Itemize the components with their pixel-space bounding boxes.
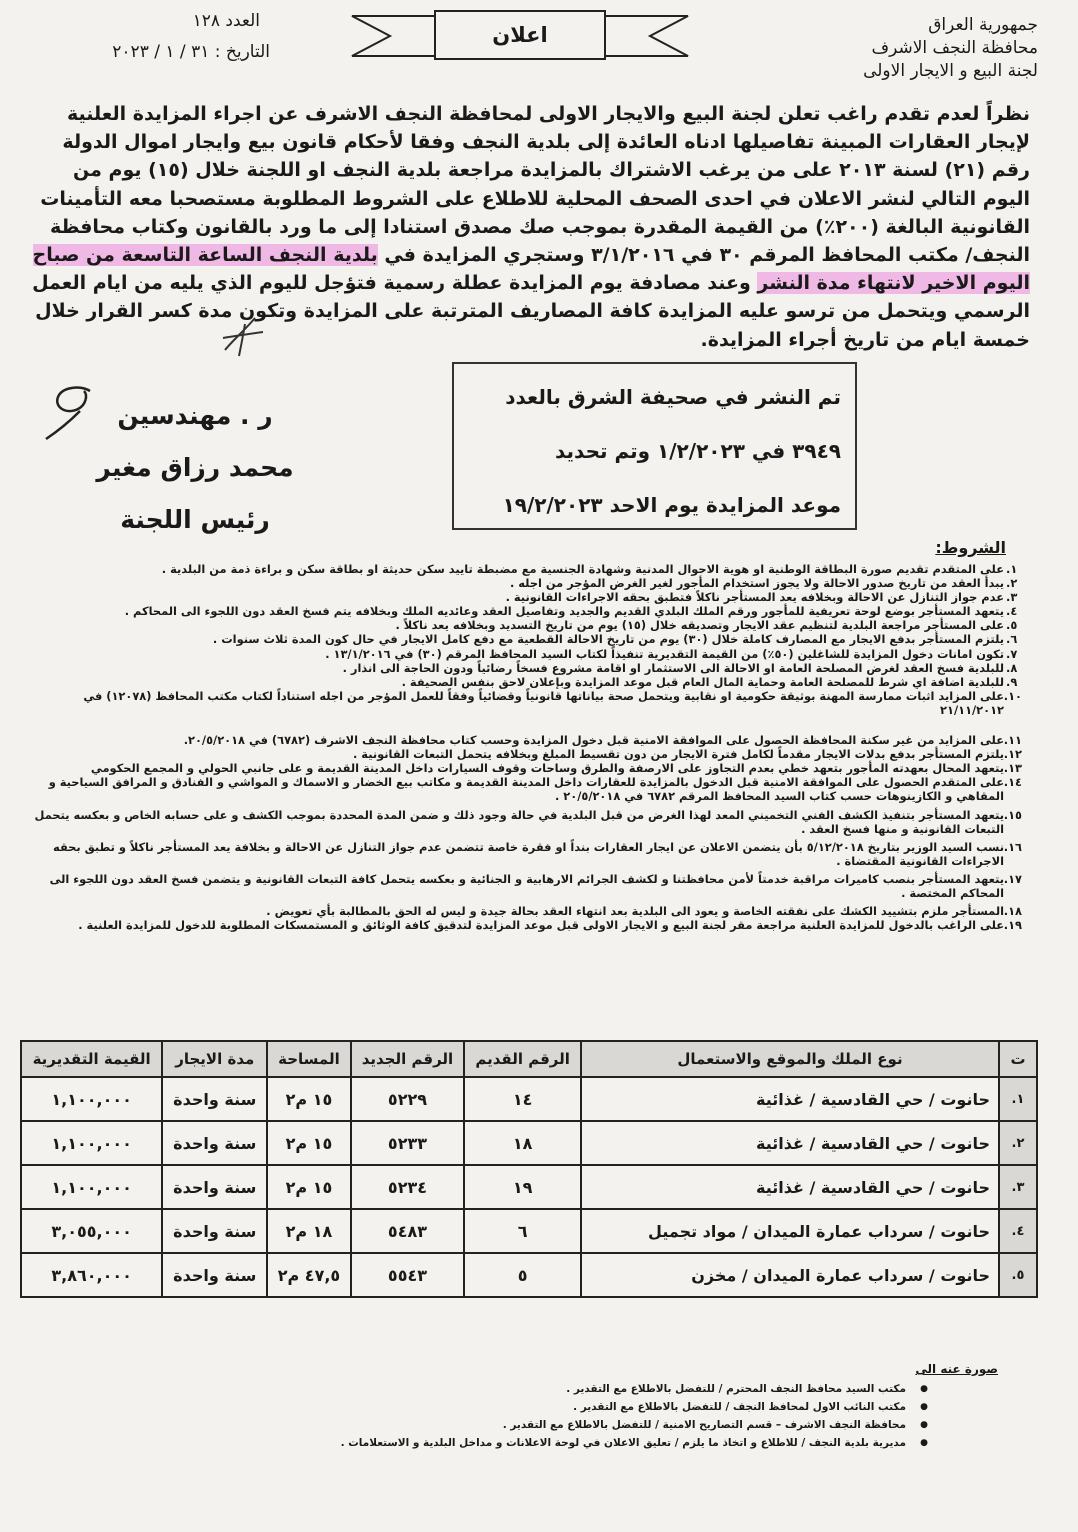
publication-notice-box: [452, 362, 857, 530]
banner-title: اعلان: [434, 10, 606, 60]
col-header-estimated-value: القيمة التقديرية: [21, 1041, 162, 1077]
issuer-block: [778, 14, 1038, 83]
condition-item: ٢. يبدأ العقد من تاريخ صدور الاحالة ولا يجوز استخدام المأجور لغير الغرض المؤجر من اجله .: [509, 576, 1018, 591]
col-header-old-number: الرقم القديم: [464, 1041, 581, 1077]
conditions-list: [30, 562, 1022, 932]
body-text-start: نظراً لعدم تقدم راغب تعلن لجنة البيع والايجار الاولى لمحافظة النجف الاشرف عن اجراء المزايدة العلنية لإيجار العقارات المبينة تفاصيلها ادناه العائدة إلى بلدية النجف وفقا لأحكام قانون بيع وايجار اموال الدولة رقم (٢١) لسنة ٢٠١٣ على من يرغب الاشتراك بالمزايدة مراجعة بلدية النجف او اللجنة خلال (١٥) يوم من اليوم التالي لنشر الاعلان في احدى الصحف المحلية للاطلاع على الشروط المطلوبة مستصحبا معه التأمينات القانونية البالغة (٢٠٠٪) من القيمة المقدرة بموجب صك مصدق استنادا إلى ما ورد بالقانون وكتاب محافظة النجف/ مكتب المحافظ المرقم ٣٠ في ٣/١/٢٠١٦ وستجري المزايدة في: [40, 103, 1030, 267]
table-row: ١. حانوت / حي القادسية / غذائية ١٤ ٥٢٢٩ ١٥ م٢ سنة واحدة ١,١٠٠,٠٠٠: [21, 1077, 1037, 1121]
condition-item: ٥. على المستأجر مراجعة البلدية لتنظيم عقد الايجار وتصديقه خلال (١٥) يوم من تاريخ التسديد وبخلافه يعد ناكلاً .: [395, 618, 1018, 633]
condition-item: ١٨. المستأجر ملزم بتشييد الكشك على نفقته الخاصة و يعود الى البلدية بعد انتهاء العقد بحالة جيدة و ليس له الحق بالمطالبة بأي تعويض .: [266, 904, 1022, 919]
conditions-heading: الشروط:: [935, 538, 1006, 557]
condition-item: ١٦. نسب السيد الوزير بتاريخ ٥/١٢/٢٠١٨ بأن يتضمن الاعلان عن ايجار العقارات بنداً او فقرة خاصة تتضمن عدم جواز التنازل عن الاحالة و بخلافة يعد المستأجر ناكلاً و تطبق بحقه الاجراءات القانونية المقتضاة .: [53, 839, 1022, 868]
cc-item: ● مكتب السيد محافظ النجف المحترم / للتفضل بالاطلاع مع التقدير .: [168, 1380, 928, 1398]
signatory-title: ر . مهندسين: [117, 401, 273, 430]
issuer-committee: لجنة البيع و الايجار الاولى: [863, 61, 1038, 81]
cc-item: ● مديرية بلدية النجف / للاطلاع و اتخاذ ما يلزم / تعليق الاعلان في لوحة الاعلانات و مداخل البلدية و الاستعلامات .: [168, 1434, 928, 1452]
highlighted-text: بلدية النجف الساعة التاسعة من صباح اليوم الاخير لانتهاء مدة النشر: [32, 244, 1030, 295]
condition-item: ١٠. على المزايد اثبات ممارسة المهنة بوثيقة حكومية او نقابية ويتحمل صحة بياناتها قانونياً وقضائياً وفقاً للعمل المؤجر من اجله استناداً لكتاب مكتب المحافظ (١٢٠٧٨) في ٢١/١١/٢٠١٢: [83, 688, 1022, 717]
condition-item: ١٩. على الراغب بالدخول للمزايدة العلنية مراجعة مقر لجنة البيع و الايجار الاولى قبل موعد المزايدة لتدقيق كافة الوثائق و المستمسكات المطلوبة للدخول للمزايدة العلنية .: [78, 918, 1022, 933]
condition-item: ١٥. يتعهد المستأجر بتنفيذ الكشف الفني التخميني المعد لهذا الغرض من قبل البلدية في حالة وجود ذلك و ضمن المدة المحددة بموجب الكشف و على حسابه الخاص و بعكسه يتحمل التبعات القانونية و منها فسخ العقد .: [34, 807, 1022, 836]
table-header-row: [21, 1041, 1037, 1077]
condition-item: ١١. على المزايد من غير سكنة المحافظة الحصول على الموافقة الامنية قبل دخول المزايدة وحسب كتاب محافظة النجف الاشرف (٦٧٨٢) في ٢٠/٥/٢٠١٨.: [183, 733, 1022, 748]
issuer-country: جمهورية العراق: [928, 15, 1038, 35]
table-row: ٥. حانوت / سرداب عمارة الميدان / مخزن ٥ ٥٥٤٣ ٤٧,٥ م٢ سنة واحدة ٣,٨٦٠,٠٠٠: [21, 1253, 1037, 1297]
condition-item: ١٧. يتعهد المستأجر بنصب كاميرات مراقبة خدمتاً لأمن محافظتنا و لكشف الجرائم الارهابية و الجنائية و بعكسه يتحمل كافة التبعات القانونية و يتضمن فسخ العقد دون اللجوء الى المحاكم المختصة .: [49, 871, 1022, 900]
condition-item: ١٣. يتعهد المحال بعهدته المأجور بتعهد خطي بعدم التجاوز على الارصفة والطرق وساحات وقوف السيارات داخل المدينة القديمة و على جانبي الحولي و المجمع الحكومي: [90, 761, 1022, 776]
signature-block: [80, 390, 310, 546]
cc-item: ● مكتب النائب الاول لمحافظ النجف / للتفضل بالاطلاع مع التقدير .: [168, 1398, 928, 1416]
cc-heading: صورة عنه الى: [915, 1362, 998, 1376]
table-row: ٢. حانوت / حي القادسية / غذائية ١٨ ٥٢٣٣ ١٥ م٢ سنة واحدة ١,١٠٠,٠٠٠: [21, 1121, 1037, 1165]
announcement-body: [30, 100, 1030, 354]
table-row: ٣. حانوت / حي القادسية / غذائية ١٩ ٥٢٣٤ ١٥ م٢ سنة واحدة ١,١٠٠,٠٠٠: [21, 1165, 1037, 1209]
condition-item: ٩. للبلدية اضافة اي شرط للمصلحة العامة وحماية المال العام قبل موعد المزايدة وبإعلان لاحق بنفس الصحيفة .: [401, 674, 1018, 689]
condition-item: ٤. يتعهد المستأجر بوضع لوحة تعريفية للمأجور ورقم الملك البلدي القديم والجديد وتفاصيل العقد وعائديه الملك وبخلافه يتم فسخ العقد دون اللجوء الى المحاكم .: [124, 604, 1018, 619]
body-text-end: وعند مصادفة يوم المزايدة عطلة رسمية فتؤجل لليوم الذي يليه من ايام العمل الرسمي ويتحمل من ترسو عليه المزايدة كافة المصاريف المترتبة على المزايدة وتكون مدة كسر القرار خلال خمسة ايام من تاريخ أجراء المزايدة.: [32, 272, 1030, 351]
publication-line-2: ٣٩٤٩ في ١/٢/٢٠٢٣ وتم تحديد: [554, 439, 841, 463]
cc-list: [168, 1380, 928, 1452]
initials-scribble: [215, 310, 275, 360]
col-header-new-number: الرقم الجديد: [351, 1041, 465, 1077]
col-header-lease-duration: مدة الايجار: [162, 1041, 267, 1077]
signatory-name: محمد رزاق مغير: [96, 453, 294, 482]
col-header-area: المساحة: [267, 1041, 350, 1077]
condition-item: ١٤. على المتقدم الحصول على الموافقة الامنية قبل الدخول بالمزايدة للعقارات داخل المدينة القديمة و مكاتب بيع الخضار و الاسماك و المواشي و الفنادق و المرافق السياحية و المقاهي و الكازينوهات حسب كتاب السيد المحافظ المرقم ٦٧٨٢ في ٢٠/٥/٢٠١٨ .: [48, 775, 1022, 804]
issue-number: العدد ١٢٨: [192, 11, 260, 31]
publication-line-1: تم النشر في صحيفة الشرق بالعدد: [505, 385, 841, 409]
condition-item: ٨. للبلدية فسخ العقد لغرض المصلحة العامة او الاحالة الى الاستثمار او اقامة مشروع فسخاً رضائياً ودون الحاجة الى انذار .: [342, 660, 1018, 675]
condition-item: ١. على المتقدم تقديم صورة البطاقة الوطنية او هوية الاحوال المدنية وشهادة الجنسية مع مضبطة تاييد سكن حديثة او بطاقة سكن و براءة ذمة من البلدية .: [161, 562, 1018, 576]
col-header-index: ت: [999, 1041, 1037, 1077]
col-header-type-location: نوع الملك والموقع والاستعمال: [581, 1041, 999, 1077]
publication-line-3: موعد المزايدة يوم الاحد ١٩/٢/٢٠٢٣: [502, 493, 841, 517]
table-row: ٤. حانوت / سرداب عمارة الميدان / مواد تجميل ٦ ٥٤٨٣ ١٨ م٢ سنة واحدة ٣,٠٥٥,٠٠٠: [21, 1209, 1037, 1253]
announcement-banner: [350, 6, 690, 66]
condition-item: ١٢. يلتزم المستأجر بدفع بدلات الايجار مقدماً لكامل فترة الايجار من دون تقسيط المبلغ وبخلافه يتحمل التبعات القانونية .: [353, 747, 1022, 762]
condition-item: ٦. يلتزم المستأجر بدفع الايجار مع المصارف كاملة خلال (٣٠) يوم من تاريخ الاحالة القطعية مع دفع كامل الايجار في حال كون المدة ثلاث سنوات .: [212, 632, 1018, 647]
reference-block: [40, 6, 270, 68]
properties-table: [20, 1040, 1038, 1298]
issuer-governorate: محافظة النجف الاشرف: [871, 38, 1038, 58]
condition-item: ٧. تكون امانات دخول المزايدة للشاغلين (٥٠٪) من القيمة التقديرية تنفيذاً لكتاب السيد المحافظ المرقم (٣٠) في ١٣/١/٢٠١٦ .: [325, 646, 1018, 661]
condition-item: ٣. عدم جواز التنازل عن الاحالة وبخلافه يعد المستأجر ناكلاً فتطبق بحقه الاجراءات القانونية .: [505, 590, 1018, 605]
issue-date: التاريخ : ٣١ / ١ / ٢٠٢٣: [112, 42, 270, 62]
cc-item: ● محافظة النجف الاشرف – قسم التصاريح الامنية / للتفضل بالاطلاع مع التقدير .: [168, 1416, 928, 1434]
signatory-role: رئيس اللجنة: [120, 505, 270, 534]
